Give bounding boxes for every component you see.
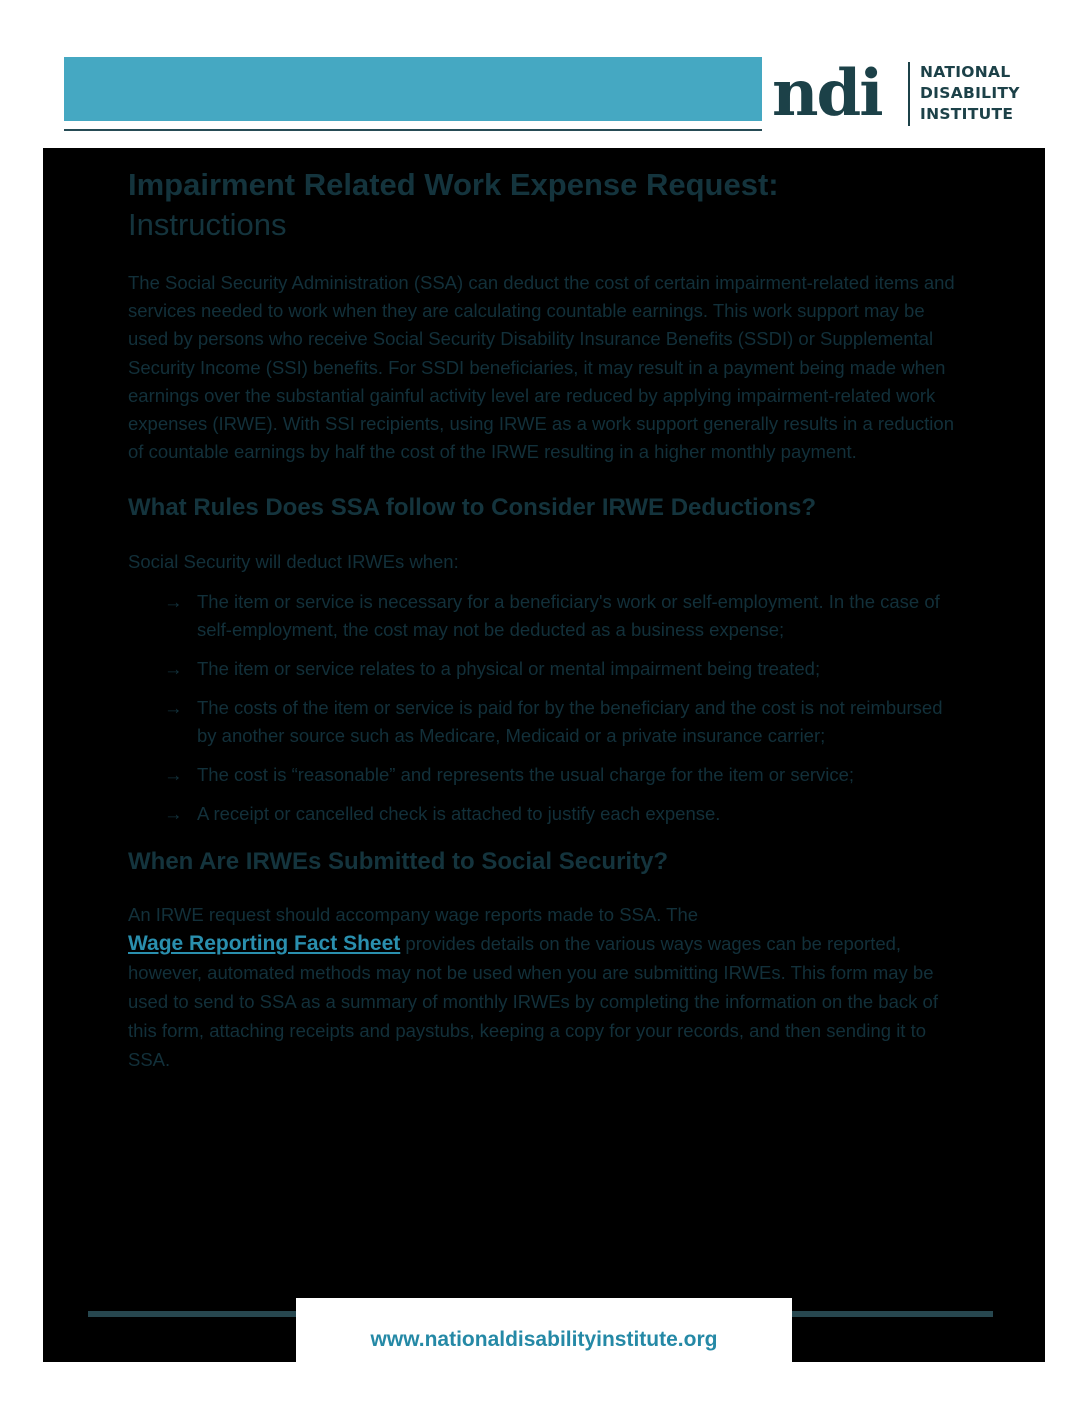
logo-divider: [908, 62, 910, 126]
logo-wordmark: [920, 62, 1020, 125]
arrow-right-icon: →: [164, 803, 183, 825]
submission-paragraph: [128, 900, 958, 1074]
list-item-text: The item or service is necessary for a beneficiary's work or self-employment. In the case of self-employment, the cost may not be deducted as a business expense;: [197, 591, 940, 641]
header-divider: [64, 129, 762, 131]
page-title: Impairment Related Work Expense Request:: [128, 167, 779, 202]
intro-paragraph: The Social Security Administration (SSA) can deduct the cost of certain impairment-related items and services needed to work when they are calculating countable earnings. This work support may be used by persons who receive Social Security Disability Insurance Benefits (SSDI) or Supplemental Security Income (SSI) benefits. For SSDI beneficiaries, it may result in a payment being made when earnings over the substantial gainful activity level are reduced by applying impairment-related work expenses (IRWE). With SSI recipients, using IRWE as a work support generally results in a reduction of countable earnings by half the cost of the IRWE resulting in a higher monthly payment.: [128, 272, 955, 463]
logo-line-national: NATIONAL: [920, 63, 1011, 81]
list-item: [128, 761, 958, 789]
list-item: [128, 655, 958, 683]
section-heading-submission: When Are IRWEs Submitted to Social Security?: [128, 848, 669, 876]
footer: [296, 1298, 792, 1362]
ndi-logo: [772, 56, 1062, 136]
list-item: [128, 800, 958, 828]
list-item-text: A receipt or cancelled check is attached to justify each expense.: [197, 803, 721, 825]
arrow-right-icon: →: [164, 658, 183, 680]
list-item: [128, 588, 958, 644]
rules-list: [128, 588, 958, 828]
header-bar: [64, 57, 762, 121]
list-item-text: The cost is “reasonable” and represents the usual charge for the item or service;: [197, 764, 855, 786]
arrow-right-icon: →: [164, 697, 183, 719]
footer-url[interactable]: www.nationaldisabilityinstitute.org: [370, 1328, 718, 1351]
arrow-right-icon: →: [164, 591, 183, 613]
document-body: [128, 165, 958, 1074]
submission-text-start: An IRWE request should accompany wage reports made to SSA. The: [128, 904, 699, 926]
page-subtitle: Instructions: [128, 207, 287, 242]
list-item-text: The costs of the item or service is paid for by the beneficiary and the cost is not reimbursed by another source such as Medicare, Medicaid or a private insurance carrier;: [197, 697, 943, 747]
section-heading-rules: What Rules Does SSA follow to Consider IRWE Deductions?: [128, 494, 817, 522]
logo-mark: ndi: [772, 56, 882, 131]
arrow-right-icon: →: [164, 764, 183, 786]
wage-reporting-fact-sheet-link[interactable]: Wage Reporting Fact Sheet: [128, 932, 401, 956]
logo-line-institute: INSTITUTE: [920, 105, 1014, 123]
logo-line-disability: DISABILITY: [920, 84, 1020, 102]
rules-lead-text: Social Security will deduct IRWEs when:: [128, 551, 459, 573]
list-item: [128, 694, 958, 750]
list-item-text: The item or service relates to a physical or mental impairment being treated;: [197, 658, 821, 680]
submission-text-end: provides details on the various ways wages can be reported, however, automated methods may not be used when you are submitting IRWEs. This form may be used to send to SSA as a summary of monthly IRWEs by completing the information on the back of this form, attaching receipts and paystubs, keeping a copy for your records, and then sending it to SSA.: [128, 933, 938, 1071]
